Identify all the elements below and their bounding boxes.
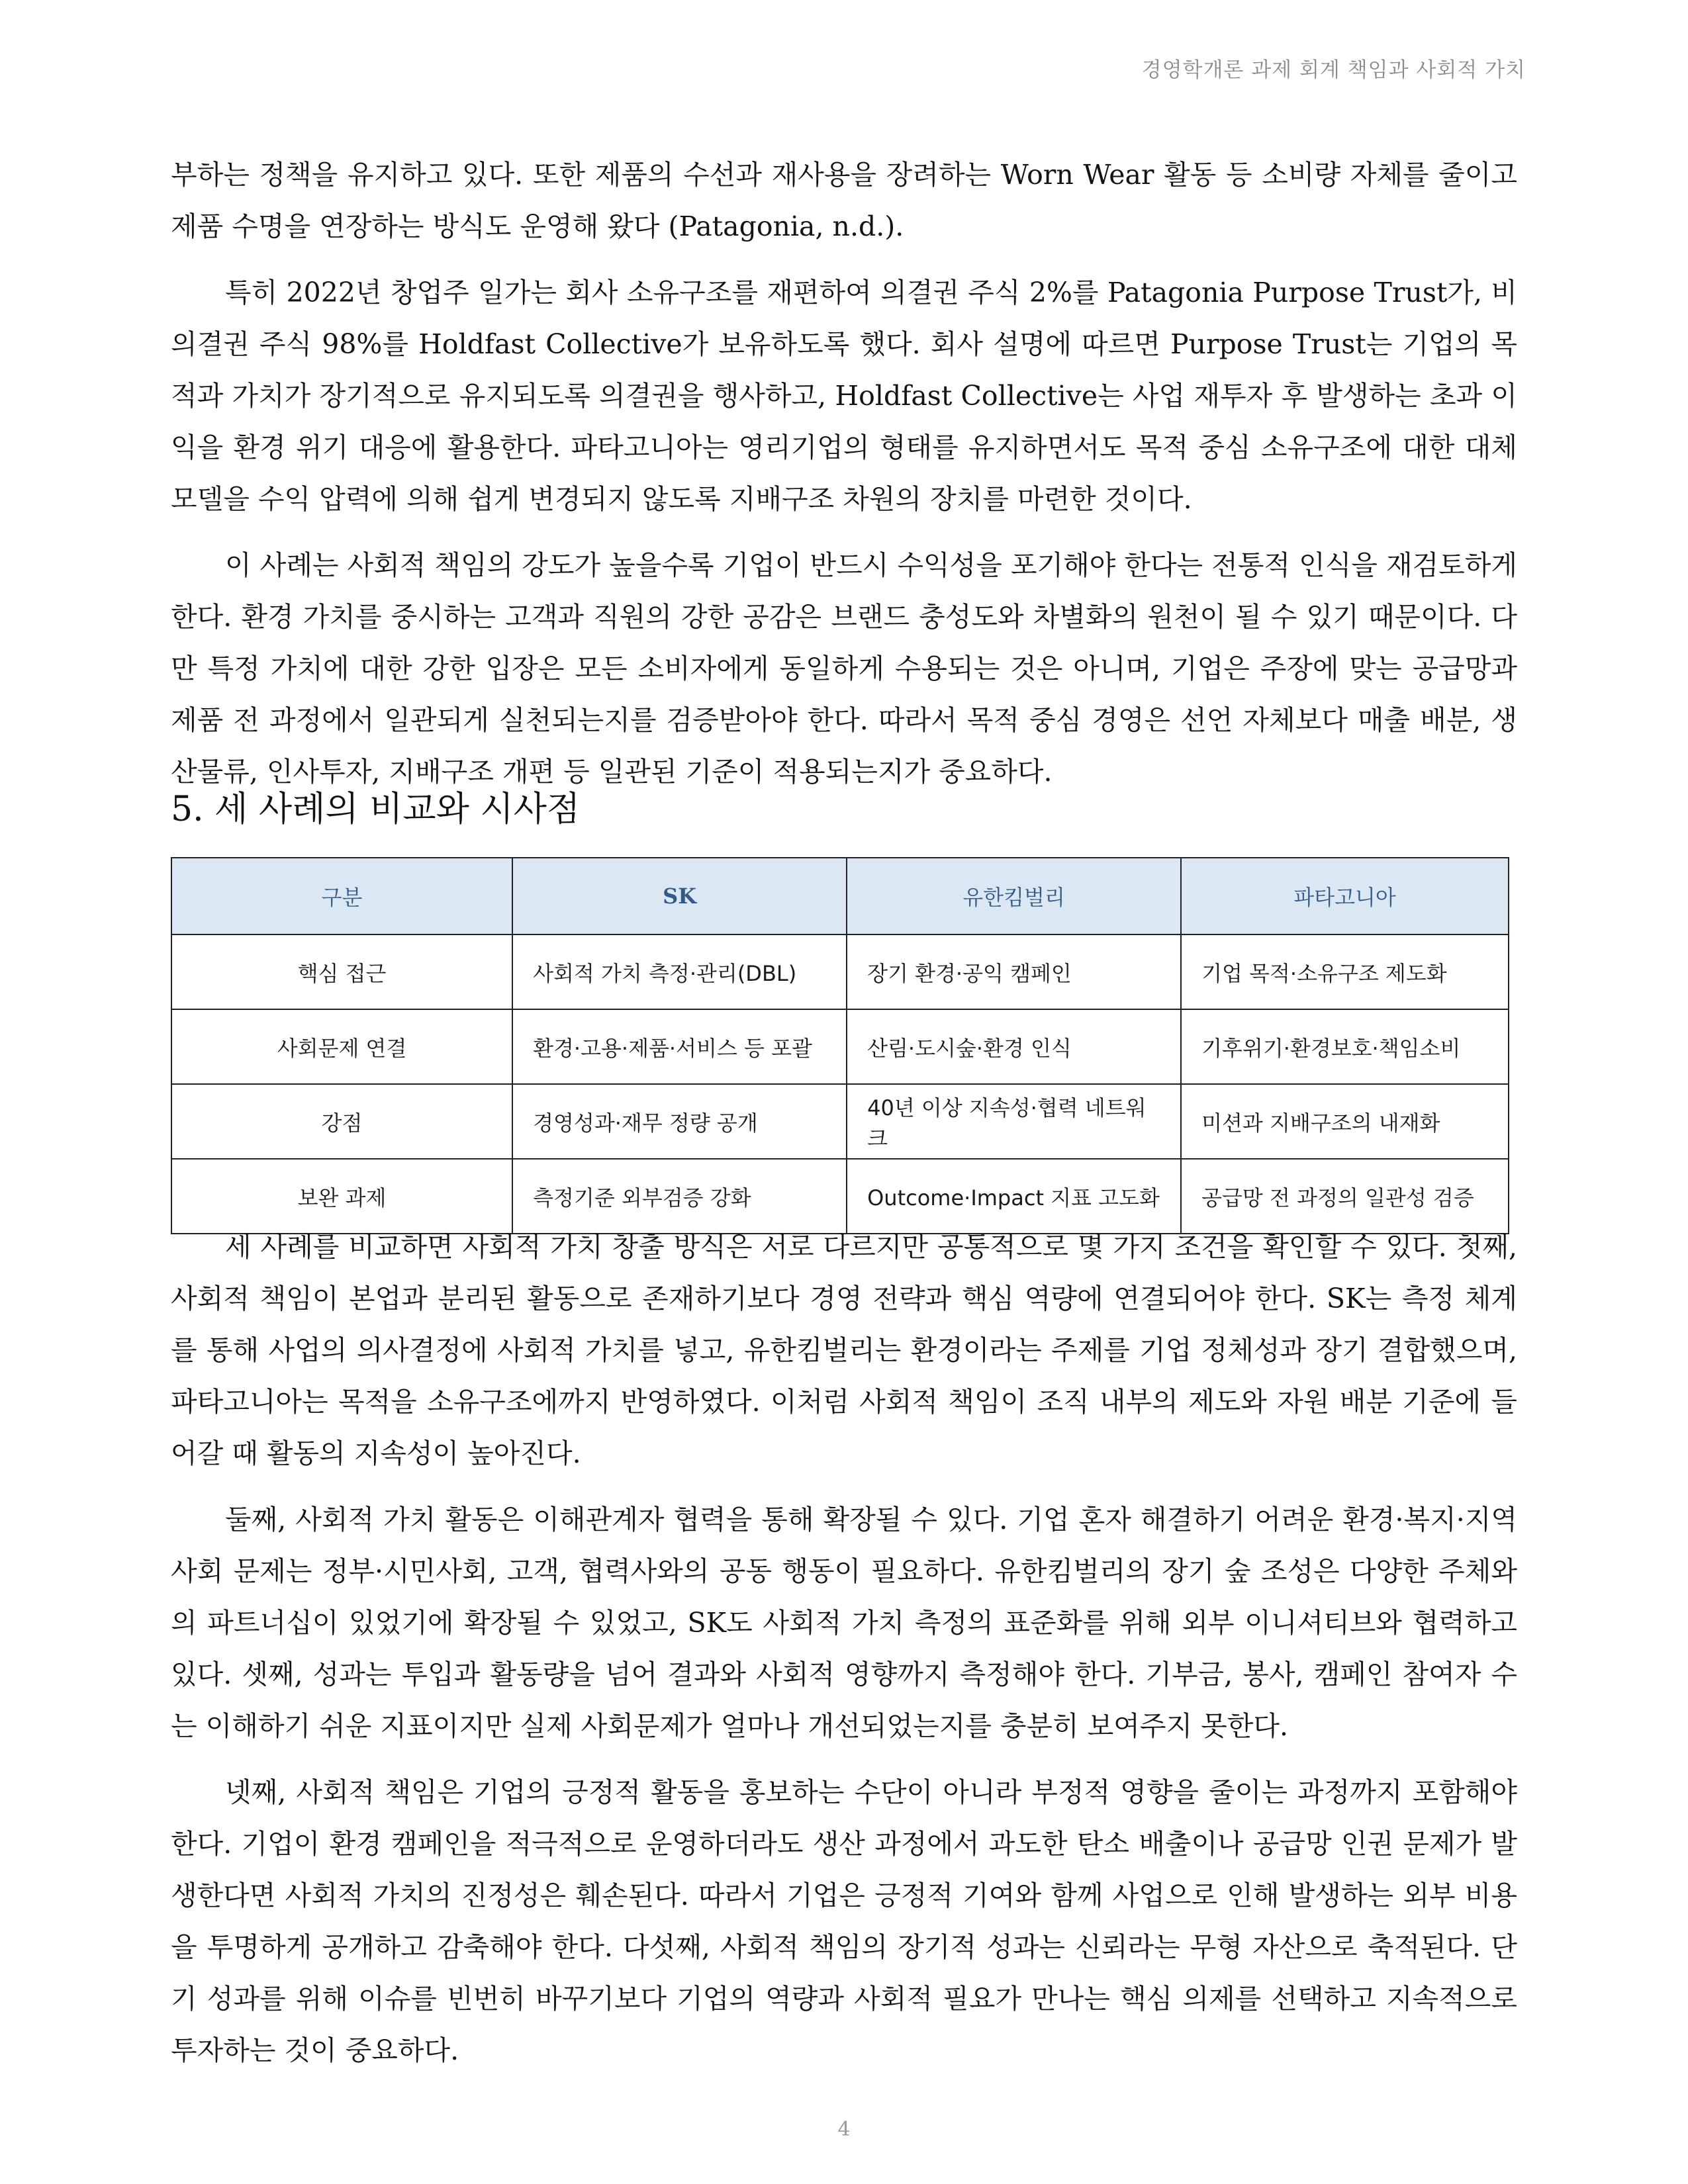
paragraph: 특히 2022년 창업주 일가는 회사 소유구조를 재편하여 의결권 주식 2%를 Patagonia Purpose Trust가, 비의결권 주식 98%를 Holdfast Collective가 보유하도록 했다. 회사 설명에 따르면 Purpose Trust는 기업의 목적과 가치가 장기적으로 유지되도록 의결권을 행사하고, Holdfast Collective는 사업 재투자 후 발생하는 초과 이익을 환경 위기 대응에 활용한다. 파타고니아는 영리기업의 형태를 유지하면서도 목적 중심 소유구조에 대한 대체 모델을 수익 압력에 의해 쉽게 변경되지 않도록 지배구조 차원의 장치를 마련한 것이다. (171, 277, 1517, 515)
table-header-cell: 유한킴벌리 (847, 858, 1181, 934)
table-cell: 사회적 가치 측정·관리(DBL) (512, 934, 847, 1009)
table-cell: 기후위기·환경보호·책임소비 (1181, 1009, 1509, 1084)
table-cell: 환경·고용·제품·서비스 등 포괄 (512, 1009, 847, 1084)
table-row-label: 보완 과제 (171, 1159, 512, 1234)
table-cell: 산림·도시숲·환경 인식 (847, 1009, 1181, 1084)
table-row-label: 사회문제 연결 (171, 1009, 512, 1084)
table-row-label: 핵심 접근 (171, 934, 512, 1009)
table-cell: 미션과 지배구조의 내재화 (1181, 1084, 1509, 1159)
table-cell: 공급망 전 과정의 일관성 검증 (1181, 1159, 1509, 1234)
table-header-cell: 구분 (171, 858, 512, 934)
table-header-cell: 파타고니아 (1181, 858, 1509, 934)
section-title: 5. 세 사례의 비교와 시사점 (171, 790, 581, 829)
table-row (171, 1084, 1509, 1159)
table-cell: Outcome·Impact 지표 고도화 (847, 1159, 1181, 1234)
paragraph: 부하는 정책을 유지하고 있다. 또한 제품의 수선과 재사용을 장려하는 Worn Wear 활동 등 소비량 자체를 줄이고 제품 수명을 연장하는 방식도 운영해 왔다 (Patagonia, n.d.). (171, 159, 1517, 242)
table-row (171, 934, 1509, 1009)
table-row (171, 1009, 1509, 1084)
table-cell: 장기 환경·공익 캠페인 (847, 934, 1181, 1009)
table-row-label: 강점 (171, 1084, 512, 1159)
running-header: 경영학개론 과제 회계 책임과 사회적 가치 (1141, 58, 1526, 82)
page-number: 4 (837, 2118, 851, 2141)
table-cell: 경영성과·재무 정량 공개 (512, 1084, 847, 1159)
paragraph: 둘째, 사회적 가치 활동은 이해관계자 협력을 통해 확장될 수 있다. 기업 혼자 해결하기 어려운 환경·복지·지역사회 문제는 정부·시민사회, 고객, 협력사와의 공동 행동이 필요하다. 유한킴벌리의 장기 숲 조성은 다양한 주체와의 파트너십이 있었기에 확장될 수 있었고, SK도 사회적 가치 측정의 표준화를 위해 외부 이니셔티브와 협력하고 있다. 셋째, 성과는 투입과 활동량을 넘어 결과와 사회적 영향까지 측정해야 한다. 기부금, 봉사, 캠페인 참여자 수는 이해하기 쉬운 지표이지만 실제 사회문제가 얼마나 개선되었는지를 충분히 보여주지 못한다. (171, 1504, 1517, 1742)
comparison-table (171, 857, 1509, 1234)
table-cell: 기업 목적·소유구조 제도화 (1181, 934, 1509, 1009)
table-cell: 측정기준 외부검증 강화 (512, 1159, 847, 1234)
table-cell: 40년 이상 지속성·협력 네트워크 (847, 1084, 1181, 1159)
paragraph: 넷째, 사회적 책임은 기업의 긍정적 활동을 홍보하는 수단이 아니라 부정적 영향을 줄이는 과정까지 포함해야 한다. 기업이 환경 캠페인을 적극적으로 운영하더라도 생산 과정에서 과도한 탄소 배출이나 공급망 인권 문제가 발생한다면 사회적 가치의 진정성은 훼손된다. 따라서 기업은 긍정적 기여와 함께 사업으로 인해 발생하는 외부 비용을 투명하게 공개하고 감축해야 한다. 다섯째, 사회적 책임의 장기적 성과는 신뢰라는 무형 자산으로 축적된다. 단기 성과를 위해 이슈를 빈번히 바꾸기보다 기업의 역량과 사회적 필요가 만나는 핵심 의제를 선택하고 지속적으로 투자하는 것이 중요하다. (171, 1776, 1517, 2066)
comparison-table-wrapper (171, 857, 1509, 1234)
body-text-bottom (171, 1221, 1517, 2091)
table-header-row (171, 858, 1509, 934)
paragraph: 이 사례는 사회적 책임의 강도가 높을수록 기업이 반드시 수익성을 포기해야 한다는 전통적 인식을 재검토하게 한다. 환경 가치를 중시하는 고객과 직원의 강한 공감은 브랜드 충성도와 차별화의 원천이 될 수 있기 때문이다. 다만 특정 가치에 대한 강한 입장은 모든 소비자에게 동일하게 수용되는 것은 아니며, 기업은 주장에 맞는 공급망과 제품 전 과정에서 일관되게 실천되는지를 검증받아야 한다. 따라서 목적 중심 경영은 선언 자체보다 매출 배분, 생산물류, 인사투자, 지배구조 개편 등 일관된 기준이 적용되는지가 중요하다. (171, 549, 1517, 788)
body-text-top (171, 149, 1517, 812)
table-header-cell: SK (512, 858, 847, 934)
paragraph: 세 사례를 비교하면 사회적 가치 창출 방식은 서로 다르지만 공통적으로 몇 가지 조건을 확인할 수 있다. 첫째, 사회적 책임이 본업과 분리된 활동으로 존재하기보다 경영 전략과 핵심 역량에 연결되어야 한다. SK는 측정 체계를 통해 사업의 의사결정에 사회적 가치를 넣고, 유한킴벌리는 환경이라는 주제를 기업 정체성과 장기 결합했으며, 파타고니아는 목적을 소유구조에까지 반영하였다. 이처럼 사회적 책임이 조직 내부의 제도와 자원 배분 기준에 들어갈 때 활동의 지속성이 높아진다. (171, 1231, 1517, 1469)
